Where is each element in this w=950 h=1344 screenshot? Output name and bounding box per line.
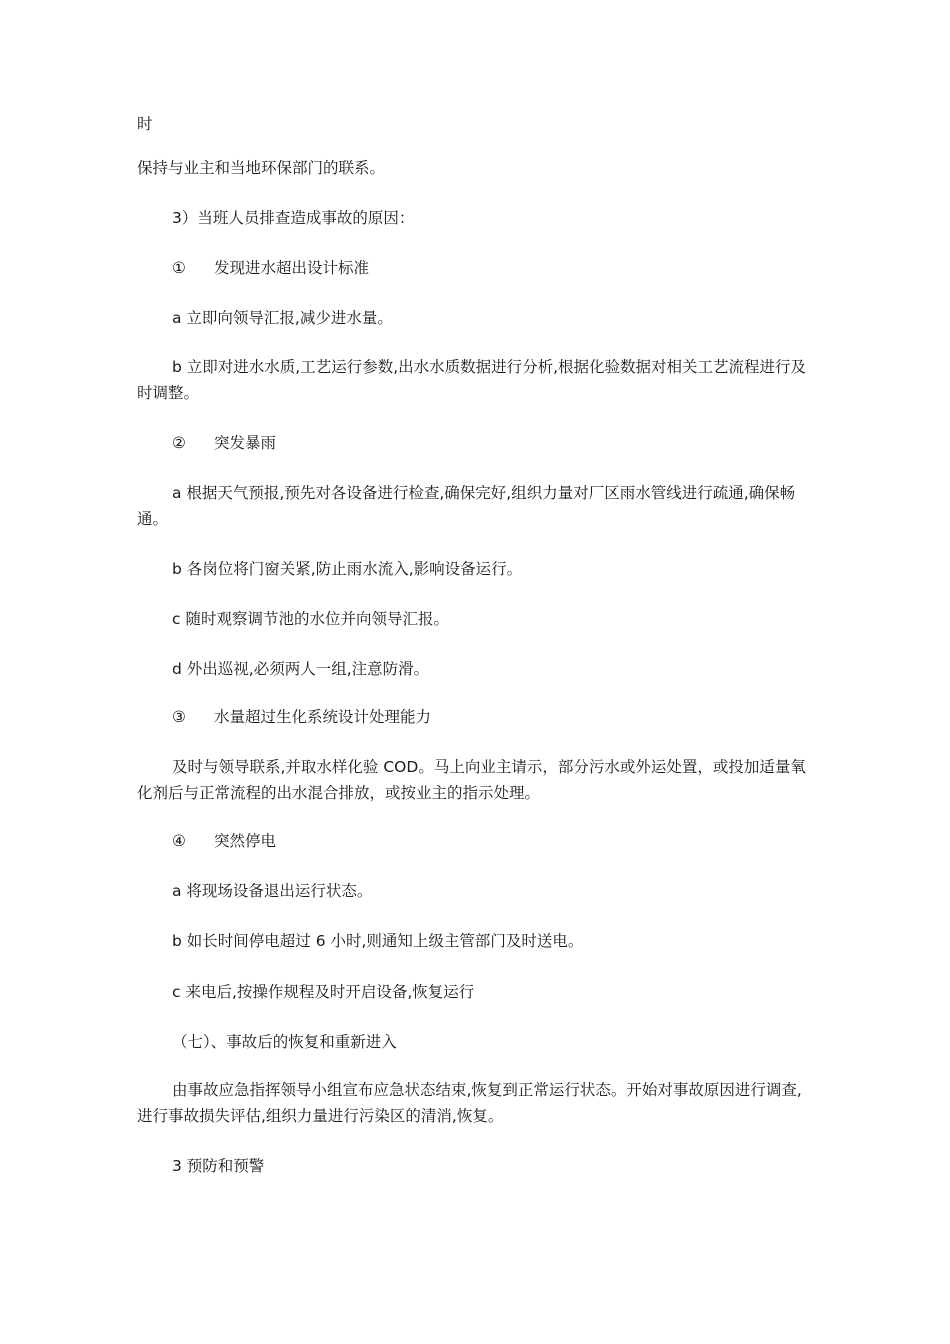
- paragraph-item-a: a 将现场设备退出运行状态。: [172, 882, 373, 900]
- heading-case-3: [172, 704, 431, 730]
- section-heading-recovery: （七）、事故后的恢复和重新进入: [172, 1033, 397, 1051]
- paragraph-item-c: c 来电后,按操作规程及时开启设备,恢复运行: [172, 983, 475, 1001]
- heading-case-4-text: 突然停电: [214, 832, 277, 850]
- paragraph-contact: 保持与业主和当地环保部门的联系。: [137, 159, 386, 177]
- paragraph-item-a: a 根据天气预报,预先对各设备进行检查,确保完好,组织力量对厂区雨水管线进行疏通,确保畅通。: [137, 484, 796, 528]
- paragraph-item-b: b 立即对进水水质,工艺运行参数,出水水质数据进行分析,根据化验数据对相关工艺流程进行及时调整。: [137, 358, 807, 402]
- heading-case-4: [172, 828, 276, 854]
- circled-number-2: ②: [172, 434, 186, 452]
- circled-number-4: ④: [172, 832, 186, 850]
- heading-case-2-text: 突发暴雨: [214, 434, 277, 452]
- circled-number-1: ①: [172, 259, 186, 277]
- paragraph-item-d: d 外出巡视,必须两人一组,注意防滑。: [172, 660, 430, 678]
- paragraph-investigate-cause: 3）当班人员排查造成事故的原因：: [172, 209, 415, 227]
- paragraph-item-b: b 各岗位将门窗关紧,防止雨水流入,影响设备运行。: [172, 560, 523, 578]
- section-heading-prevention: 3 预防和预警: [172, 1157, 265, 1175]
- paragraph-item-b: b 如长时间停电超过 6 小时,则通知上级主管部门及时送电。: [172, 932, 584, 950]
- heading-case-3-text: 水量超过生化系统设计处理能力: [214, 708, 432, 726]
- paragraph-fragment: 时: [137, 115, 153, 133]
- heading-case-1: [172, 255, 369, 281]
- heading-case-2: [172, 430, 276, 456]
- paragraph-item-a: a 立即向领导汇报,减少进水量。: [172, 309, 393, 327]
- paragraph-recovery: 由事故应急指挥领导小组宣布应急状态结束,恢复到正常运行状态。开始对事故原因进行调查,进行事故损失评估,组织力量进行污染区的清消,恢复。: [137, 1081, 802, 1125]
- circled-number-3: ③: [172, 708, 186, 726]
- heading-case-1-text: 发现进水超出设计标准: [214, 259, 370, 277]
- paragraph-item-c: c 随时观察调节池的水位并向领导汇报。: [172, 610, 449, 628]
- paragraph-overload-response: 及时与领导联系,并取水样化验 COD。马上向业主请示，部分污水或外运处置，或投加适量氧化剂后与正常流程的出水混合排放，或按业主的指示处理。: [137, 758, 806, 802]
